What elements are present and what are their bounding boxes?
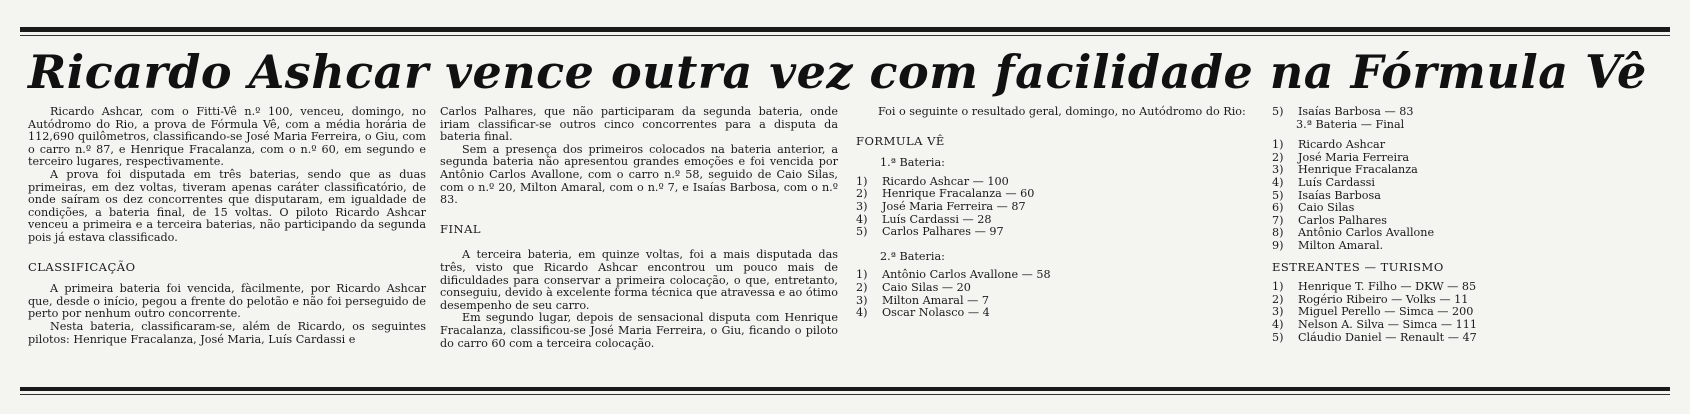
subheading: 3.ª Bateria — Final bbox=[1296, 117, 1405, 131]
subheading: 2.ª Bateria: bbox=[880, 249, 945, 263]
results-list-estreantes bbox=[1272, 281, 1664, 344]
top-rule-thin bbox=[20, 35, 1670, 36]
subheading: 1.ª Bateria: bbox=[880, 156, 945, 170]
results-list-bateria-1 bbox=[856, 176, 1254, 239]
paragraph: A prova foi disputada em três baterias, sendo que as duas primeiras, em dez voltas, tiveram apenas caráter classificatório, de onde saíram os dez concorrentes que disputaram, em igualdade de condições, a bateria final, de 15 voltas. O piloto Ricardo Ashcar venceu a primeira e a terceira baterias, não participando da segunda pois já estava classificado. bbox=[28, 167, 426, 244]
results-list-bateria-2-cont bbox=[1272, 106, 1664, 119]
paragraph: A terceira bateria, em quinze voltas, foi a mais disputada das três, visto que Ricardo Ashcar encontrou um pouco mais de dificuldades para conservar a primeira colocação, o que, entretanto, conseguiu, devido à excelente forma técnica que atravessa e ao ótimo desempenho de seu carro. bbox=[440, 248, 838, 312]
list-item: 4) Oscar Nolasco — 4 bbox=[856, 306, 990, 320]
list-item: 1) Antônio Carlos Avallone — 58 bbox=[856, 268, 1051, 282]
list-item: 5) Carlos Palhares — 97 bbox=[856, 225, 1004, 239]
column-1 bbox=[28, 106, 426, 346]
headline: Ricardo Ashcar vence outra vez com facilidade na Fórmula Vê bbox=[28, 45, 1647, 99]
column-3 bbox=[856, 106, 1254, 320]
list-item: 5) Isaías Barbosa bbox=[1272, 188, 1381, 202]
list-item: 9) Milton Amaral. bbox=[1272, 238, 1384, 252]
bottom-rule-thin bbox=[20, 394, 1670, 395]
list-item: 2) Rogério Ribeiro — Volks — 11 bbox=[1272, 292, 1469, 306]
column-4 bbox=[1272, 106, 1664, 344]
list-item: 3) Milton Amaral — 7 bbox=[856, 293, 989, 307]
paragraph: Sem a presença dos primeiros colocados na bateria anterior, a segunda bateria não apresentou grandes emoções e foi vencida por Antônio Carlos Avallone, com o carro n.º 58, seguido de Caio Silas, com o n.º 20, Milton Amaral, com o n.º 7, e Isaías Barbosa, com o n.º 83. bbox=[440, 142, 838, 207]
results-list-bateria-2 bbox=[856, 269, 1254, 319]
bottom-rule bbox=[20, 387, 1670, 391]
list-item: 4) Luís Cardassi bbox=[1272, 175, 1375, 189]
section-heading: ESTREANTES — TURISMO bbox=[1272, 259, 1444, 274]
results-list-final bbox=[1272, 139, 1664, 252]
paragraph: Ricardo Ashcar, com o Fitti-Vê n.º 100, venceu, domingo, no Autódromo do Rio, a prova de Fórmula Vê, com a média horária de 112,690 quilômetros, classificando-se José Maria Ferreira, o Giu, com o carro n.º 87, e Henrique Fracalanza, com o n.º 60, em segundo e terceiro lugares, respectivamente. bbox=[28, 105, 426, 169]
list-item: 4) Luís Cardassi — 28 bbox=[856, 212, 992, 226]
paragraph: Nesta bateria, classificaram-se, além de Ricardo, os seguintes pilotos: Henrique Fracalanza, José Maria, Luís Cardassi e bbox=[28, 319, 426, 346]
top-rule bbox=[20, 27, 1670, 32]
paragraph: Em segundo lugar, depois de sensacional disputa com Henrique Fracalanza, classificou-se José Maria Ferreira, o Giu, ficando o piloto do carro 60 com a terceira colocação. bbox=[440, 311, 838, 350]
list-item: 2) Henrique Fracalanza — 60 bbox=[856, 187, 1035, 201]
list-item: 2) José Maria Ferreira bbox=[1272, 150, 1410, 164]
paragraph: Foi o seguinte o resultado geral, domingo, no Autódromo do Rio: bbox=[878, 105, 1246, 118]
section-heading: FINAL bbox=[440, 221, 482, 236]
list-item: 5) Cláudio Daniel — Renault — 47 bbox=[1272, 330, 1477, 344]
paragraph: A primeira bateria foi vencida, fàcilmente, por Ricardo Ashcar que, desde o início, pegou a frente do pelotão e não foi perseguido de perto por nenhum outro concorrente. bbox=[28, 282, 426, 321]
list-item: 1) Ricardo Ashcar — 100 bbox=[856, 174, 1009, 188]
list-item: 3) Miguel Perello — Simca — 200 bbox=[1272, 305, 1474, 319]
list-item: 3) Henrique Fracalanza bbox=[1272, 163, 1418, 177]
list-item: 1) Henrique T. Filho — DKW — 85 bbox=[1272, 280, 1477, 294]
list-item: 8) Antônio Carlos Avallone bbox=[1272, 226, 1435, 240]
column-2 bbox=[440, 106, 838, 350]
section-heading: FORMULA VÊ bbox=[856, 133, 945, 148]
list-item: 7) Carlos Palhares bbox=[1272, 213, 1388, 227]
list-item: 5) Isaías Barbosa — 83 bbox=[1272, 105, 1414, 118]
list-item: 3) José Maria Ferreira — 87 bbox=[856, 199, 1026, 213]
list-item: 6) Caio Silas bbox=[1272, 201, 1355, 215]
list-item: 4) Nelson A. Silva — Simca — 111 bbox=[1272, 317, 1477, 331]
paragraph: Carlos Palhares, que não participaram da segunda bateria, onde iriam classificar-se outros cinco concorrentes para a disputa da bateria final. bbox=[440, 105, 838, 144]
list-item: 1) Ricardo Ashcar bbox=[1272, 138, 1386, 152]
section-heading: CLASSIFICAÇÃO bbox=[28, 259, 136, 274]
list-item: 2) Caio Silas — 20 bbox=[856, 280, 971, 294]
